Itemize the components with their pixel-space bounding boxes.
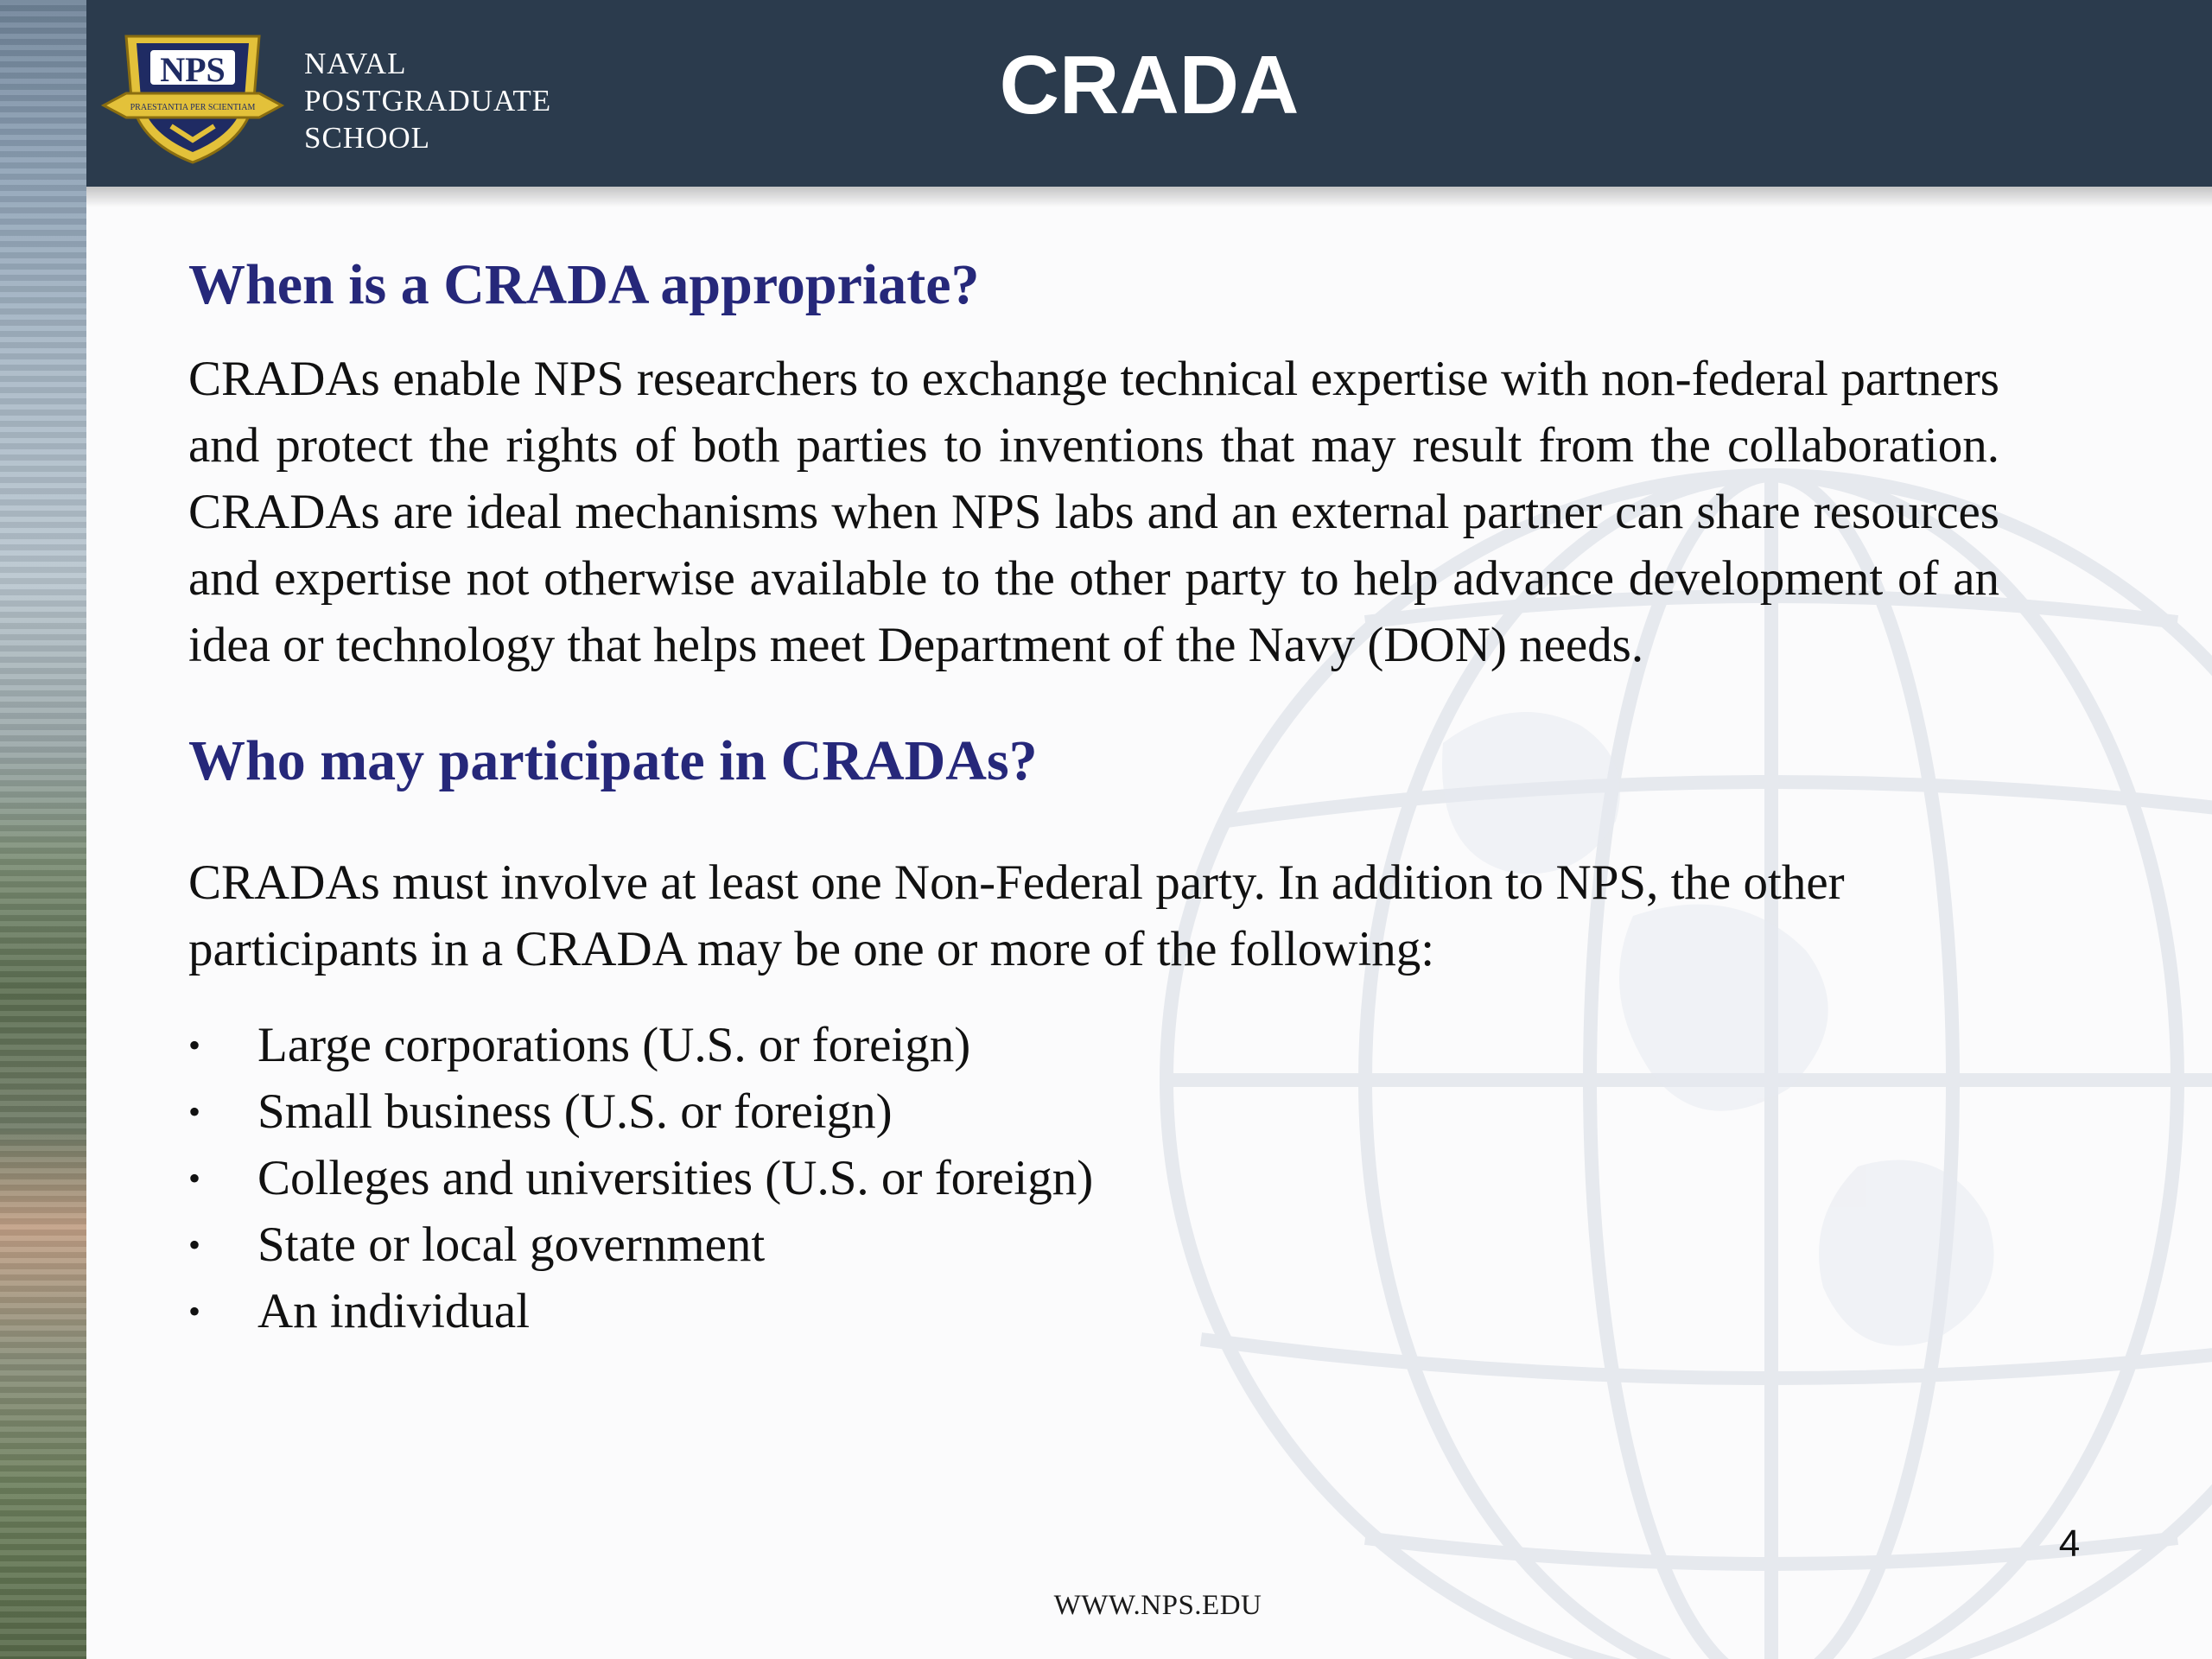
school-name bbox=[304, 45, 551, 156]
list-item bbox=[188, 1012, 1999, 1078]
bullet-icon: • bbox=[188, 1092, 201, 1131]
bullet-icon: • bbox=[188, 1159, 201, 1198]
section-heading: When is a CRADA appropriate? bbox=[188, 253, 980, 316]
nps-seal-logo bbox=[100, 31, 285, 166]
section-paragraph: CRADAs must involve at least one Non-Federal party. In addition to NPS, the other participants in a CRADA may be one or more of the following: bbox=[188, 855, 1845, 976]
list-item-text: Colleges and universities (U.S. or foreign) bbox=[257, 1151, 1094, 1205]
list-item-text: An individual bbox=[257, 1284, 531, 1338]
section-paragraph: CRADAs enable NPS researchers to exchange technical expertise with non-federal partners and protect the rights of both parties to inventions that may result from the collaboration. CRADAs are ideal mechanisms when NPS labs and an external partner can share resources and expertise not otherwise available to the other party to help advance development of an idea or technology that helps meet Department of the Navy (DON) needs. bbox=[188, 352, 1999, 672]
header-shadow bbox=[86, 187, 2212, 207]
bullet-icon: • bbox=[188, 1292, 201, 1331]
list-item bbox=[188, 1078, 1999, 1145]
svg-text:PRAESTANTIA PER SCIENTIAM: PRAESTANTIA PER SCIENTIAM bbox=[130, 103, 256, 112]
slide-title: CRADA bbox=[999, 39, 1300, 131]
section-heading: Who may participate in CRADAs? bbox=[188, 729, 1038, 792]
list-item-text: State or local government bbox=[257, 1217, 766, 1272]
footer-url: WWW.NPS.EDU bbox=[1053, 1590, 1262, 1621]
bullet-icon: • bbox=[188, 1225, 201, 1264]
list-item-text: Large corporations (U.S. or foreign) bbox=[257, 1018, 971, 1072]
school-name-line: SCHOOL bbox=[304, 121, 431, 155]
campus-photo-strip bbox=[0, 0, 86, 1659]
slide-content bbox=[188, 251, 1999, 1344]
participant-list bbox=[188, 1012, 1999, 1344]
list-item bbox=[188, 1145, 1999, 1211]
list-item-text: Small business (U.S. or foreign) bbox=[257, 1084, 893, 1139]
list-item bbox=[188, 1278, 1999, 1344]
list-item bbox=[188, 1211, 1999, 1278]
school-name-line: POSTGRADUATE bbox=[304, 84, 552, 118]
svg-text:NPS: NPS bbox=[160, 50, 226, 89]
bullet-icon: • bbox=[188, 1026, 201, 1065]
page-number: 4 bbox=[2058, 1522, 2081, 1565]
school-name-line: NAVAL bbox=[304, 47, 407, 80]
